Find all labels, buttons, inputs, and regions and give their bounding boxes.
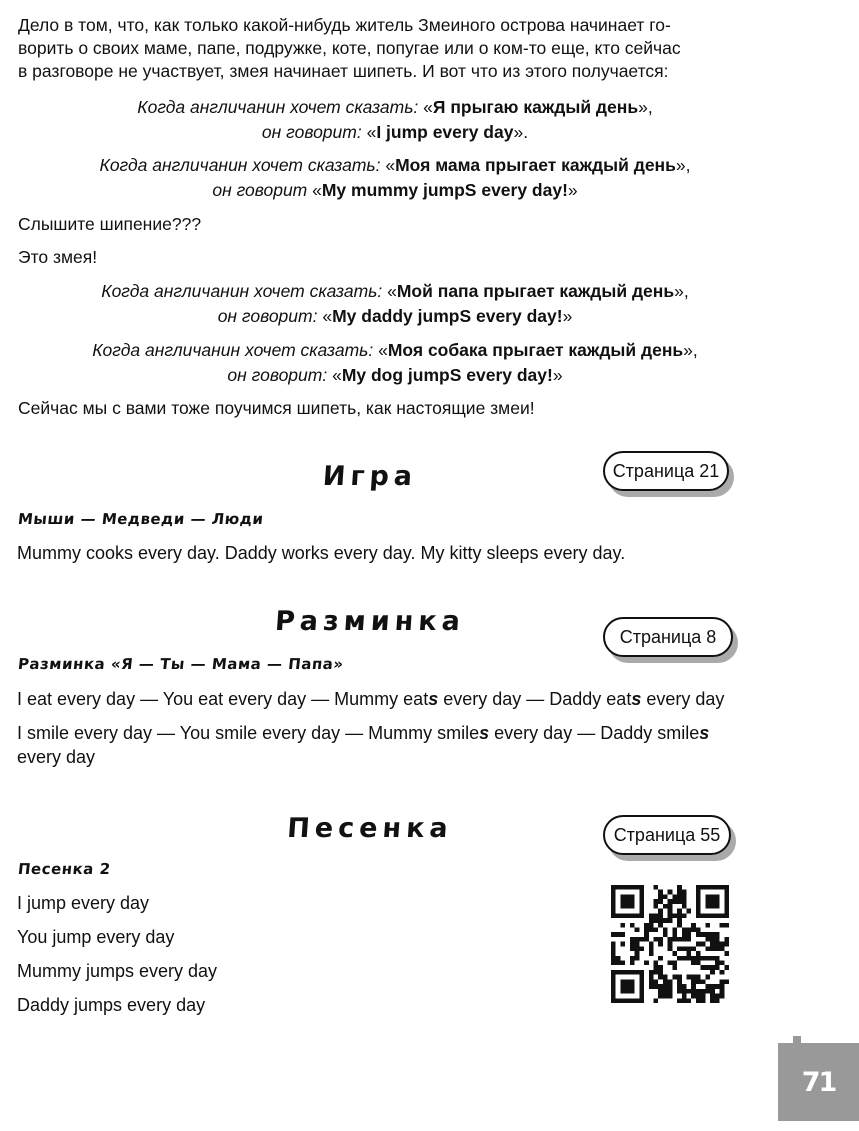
warmup-subtitle: Разминка «Я — Ты — Мама — Папа»: [17, 655, 345, 673]
example-russian: Моя собака прыгает каждый день: [387, 340, 684, 360]
song-heading: Песенка: [286, 813, 454, 844]
snake-text: Это змея!: [18, 247, 98, 267]
intro-line: ворить о своих маме, папе, подружке, коте, попугае или о ком-то еще, кто сейчас: [18, 38, 681, 58]
warmup-line: every day: [17, 747, 96, 767]
practice-text: Сейчас мы с вами тоже поучимся шипеть, как настоящие змеи!: [18, 398, 535, 418]
qr-code-icon[interactable]: [611, 885, 729, 1003]
page-number: 71: [778, 1043, 859, 1121]
intro-line: в разговоре не участвует, змея начинает шипеть. И вот что из этого получается:: [18, 61, 669, 81]
example-russian: Моя мама прыгает каждый день: [395, 155, 676, 175]
hiss-text: Слышите шипение???: [18, 214, 202, 234]
game-subtitle: Мыши — Медведи — Люди: [17, 510, 265, 528]
song-line: You jump every day: [17, 927, 175, 947]
game-page-badge: Страница 21: [603, 451, 729, 491]
warmup-line: I smile every day — You smile every day — Mummy smiles every day — Daddy smiles: [17, 723, 710, 743]
warmup-heading: Разминка: [273, 606, 467, 637]
example-russian: Мой папа прыгает каждый день: [396, 281, 675, 301]
song-subtitle: Песенка 2: [17, 860, 112, 878]
warmup-page-badge: Страница 8: [603, 617, 733, 657]
game-text: Mummy cooks every day. Daddy works every day. My kitty sleeps every day.: [17, 543, 626, 563]
song-line: Daddy jumps every day: [17, 995, 206, 1015]
example-1: Когда англичанин хочет сказать: «Я прыгаю каждый день», он говорит: «I jump every day».: [137, 97, 653, 142]
warmup-line: I eat every day — You eat every day — Mummy eats every day — Daddy eats every day: [17, 689, 725, 709]
intro-line: Дело в том, что, как только какой-нибудь житель Змеиного острова начинает го-: [18, 15, 671, 35]
song-line: I jump every day: [17, 893, 150, 913]
game-heading: Игра: [321, 461, 419, 492]
example-english: My dog jumpS every day!: [341, 365, 553, 385]
example-4: Когда англичанин хочет сказать: «Моя собака прыгает каждый день», он говорит: «My dog jumpS every day!»: [92, 340, 698, 385]
example-english: I jump every day: [376, 122, 514, 142]
example-3: Когда англичанин хочет сказать: «Мой папа прыгает каждый день», он говорит: «My daddy jumpS every day!»: [101, 281, 689, 326]
song-page-badge: Страница 55: [603, 815, 731, 855]
example-english: My mummy jumpS every day!: [321, 180, 568, 200]
example-english: My daddy jumpS every day!: [332, 306, 563, 326]
example-2: Когда англичанин хочет сказать: «Моя мама прыгает каждый день», он говорит «My mummy jumpS every day!»: [99, 155, 691, 200]
intro-paragraph: [18, 14, 835, 83]
song-line: Mummy jumps every day: [17, 961, 218, 981]
example-russian: Я прыгаю каждый день: [432, 97, 639, 117]
